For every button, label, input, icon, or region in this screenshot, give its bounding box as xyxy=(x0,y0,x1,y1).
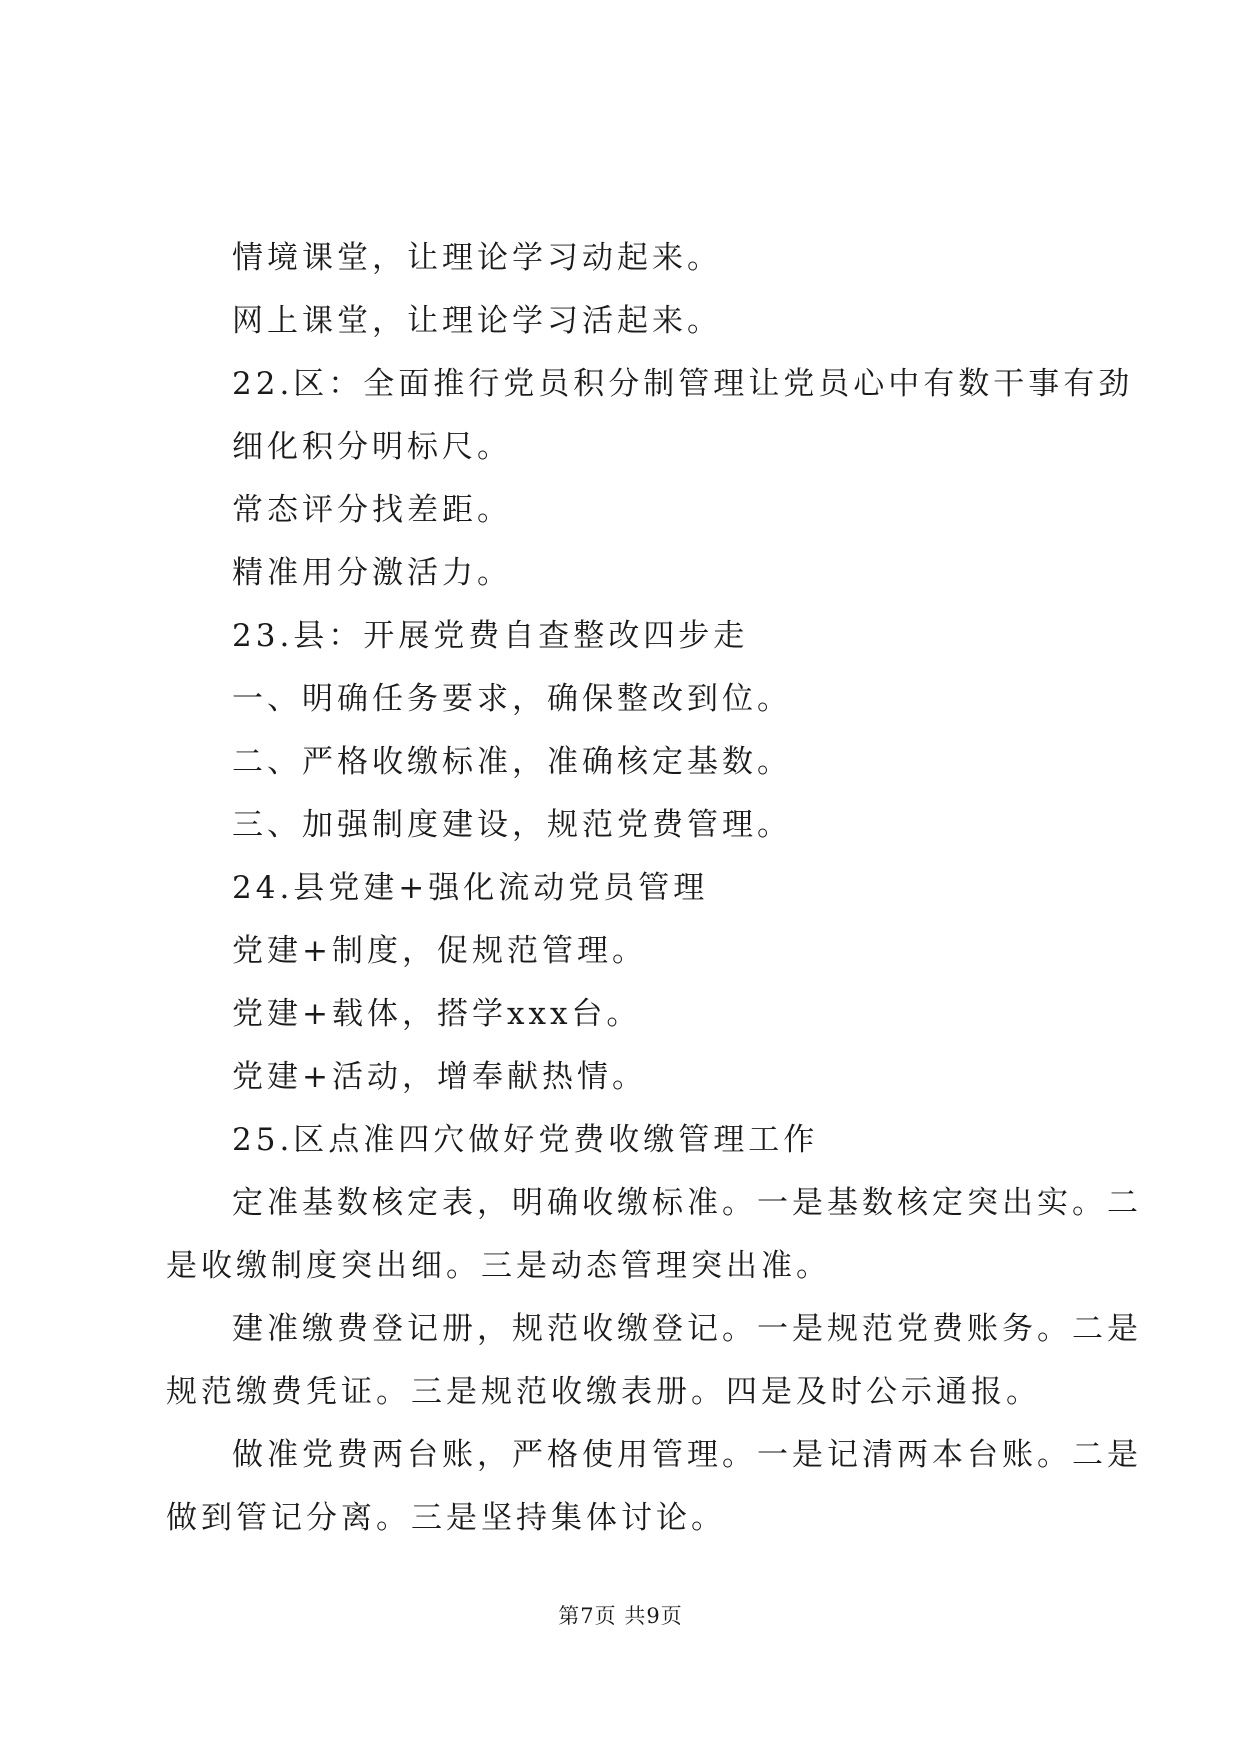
paragraph-line: 常态评分找差距。 xyxy=(232,492,512,528)
paragraph-line: 建准缴费登记册，规范收缴登记。一是规范党费账务。二是 xyxy=(232,1311,1142,1347)
paragraph-line: 一、明确任务要求，确保整改到位。 xyxy=(232,681,792,717)
paragraph-line: 精准用分激活力。 xyxy=(232,555,512,591)
paragraph-line: 是收缴制度突出细。三是动态管理突出准。 xyxy=(166,1248,831,1284)
paragraph-line: 做准党费两台账，严格使用管理。一是记清两本台账。二是 xyxy=(232,1437,1142,1473)
paragraph-line: 做到管记分离。三是坚持集体讨论。 xyxy=(166,1500,726,1536)
paragraph-line: 二、严格收缴标准，准确核定基数。 xyxy=(232,744,792,780)
paragraph-line: 定准基数核定表，明确收缴标准。一是基数核定突出实。二 xyxy=(232,1185,1142,1221)
paragraph-line: 情境课堂，让理论学习动起来。 xyxy=(232,240,722,276)
document-body xyxy=(166,227,1142,1550)
paragraph-line: 党建+制度，促规范管理。 xyxy=(232,933,647,969)
paragraph-line: 党建+载体，搭学xxx台。 xyxy=(232,996,642,1032)
page-number-footer: 第7页 共9页 xyxy=(558,1604,683,1628)
paragraph-line: 细化积分明标尺。 xyxy=(232,429,512,465)
section-heading-23: 23.县：开展党费自查整改四步走 xyxy=(232,618,749,654)
paragraph-line: 规范缴费凭证。三是规范收缴表册。四是及时公示通报。 xyxy=(166,1374,1041,1410)
section-heading-25: 25.区点准四穴做好党费收缴管理工作 xyxy=(232,1122,819,1158)
section-heading-24: 24.县党建+强化流动党员管理 xyxy=(232,870,709,906)
paragraph-line: 党建+活动，增奉献热情。 xyxy=(232,1059,647,1095)
section-heading-22: 22.区：全面推行党员积分制管理让党员心中有数干事有劲 xyxy=(232,366,1134,402)
paragraph-line: 三、加强制度建设，规范党费管理。 xyxy=(232,807,792,843)
paragraph-line: 网上课堂，让理论学习活起来。 xyxy=(232,303,722,339)
